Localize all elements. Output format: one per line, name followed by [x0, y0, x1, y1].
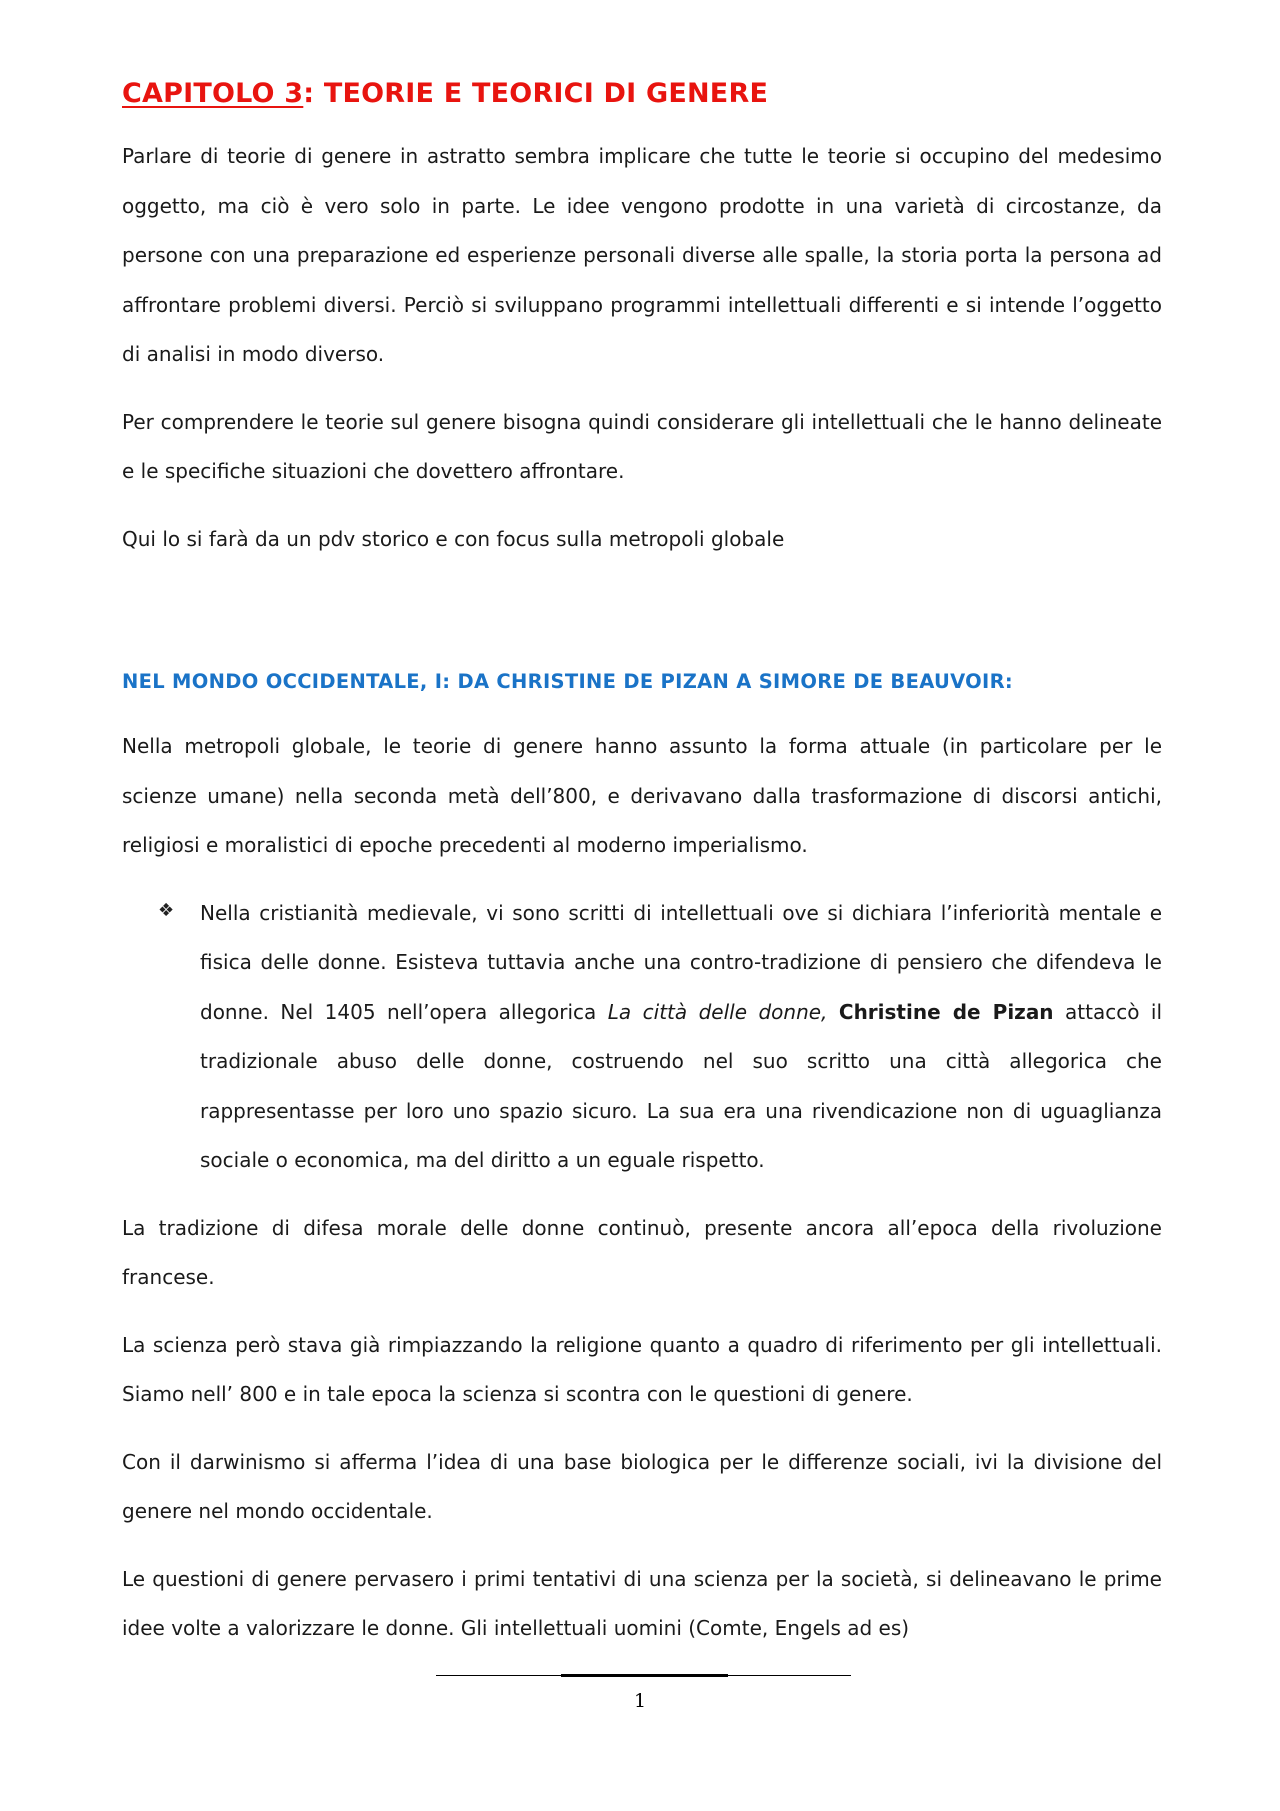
chapter-title: [122, 74, 1162, 114]
section-paragraph-2: La tradizione di difesa morale delle donne continuò, presente ancora all’epoca della rivoluzione francese.: [122, 1215, 1162, 1289]
section-paragraph-1: Nella metropoli globale, le teorie di genere hanno assunto la forma attuale (in particolare per le scienze umane) nella seconda metà dell’800, e derivavano dalla trasformazione di discorsi antichi, religiosi e moralistici di epoche precedenti al moderno imperialismo.: [122, 734, 1162, 857]
page-number: 1: [633, 1690, 647, 1712]
diamond-bullet-icon: ❖: [158, 899, 175, 921]
footer-divider-accent: [561, 1674, 728, 1677]
section-spacer: [122, 582, 1162, 660]
intro-paragraph-2: Per comprendere le teorie sul genere bisogna quindi considerare gli intellettuali che le hanno delineate e le specifiche situazioni che dovettero affrontare.: [122, 409, 1162, 483]
section-heading: NEL MONDO OCCIDENTALE, I: DA CHRISTINE DE PIZAN A SIMORE DE BEAUVOIR:: [122, 670, 1014, 693]
chapter-number: CAPITOLO 3: [122, 78, 304, 109]
bullet-text-space: [827, 1000, 838, 1024]
bullet-text-part-2: attaccò il tradizionale abuso delle donne, costruendo nel suo scritto una città allegorica che rappresentasse per loro uno spazio sicuro. La sua era una rivendicazione non di uguaglianza sociale o economica, ma del diritto a un eguale rispetto.: [200, 999, 1163, 1172]
section-paragraph-4: Con il darwinismo si afferma l’idea di una base biologica per le differenze sociali, ivi la divisione del genere nel mondo occidentale.: [122, 1449, 1162, 1523]
section-paragraph-5: Le questioni di genere pervasero i primi tentativi di una scienza per la società, si delineavano le prime idee volte a valorizzare le donne. Gli intellettuali uomini (Comte, Engels ad es): [122, 1566, 1162, 1640]
chapter-title-text: : TEORIE E TEORICI DI GENERE: [303, 78, 769, 109]
bullet-text-part-1: Nella cristianità medievale, vi sono scritti di intellettuali ove si dichiara l’inferiorità mentale e fisica delle donne. Esisteva tuttavia anche una contro-tradizione di pensiero che difendeva le donne. Nel 1405 nell’opera allegorica: [200, 900, 1162, 1024]
section-paragraph-3: La scienza però stava già rimpiazzando la religione quanto a quadro di riferimento per gli intellettuali. Siamo nell’ 800 e in tale epoca la scienza si scontra con le questioni di genere.: [122, 1332, 1162, 1406]
intro-paragraph-3: Qui lo si farà da un pdv storico e con focus sulla metropoli globale: [122, 526, 785, 551]
book-title: La città delle donne,: [607, 999, 828, 1024]
intro-paragraph-1: Parlare di teorie di genere in astratto sembra implicare che tutte le teorie si occupino del medesimo oggetto, ma ciò è vero solo in parte. Le idee vengono prodotte in una varietà di circostanze, da persone con una preparazione ed esperienze personali diverse alle spalle, la storia porta la persona ad affrontare problemi diversi. Perciò si sviluppano programmi intellettuali differenti e si intende l’oggetto di analisi in modo diverso.: [122, 144, 1162, 366]
bullet-text: [200, 889, 1162, 1186]
author-name: Christine de Pizan: [838, 999, 1054, 1024]
bullet-item: [122, 889, 1162, 1186]
page-content: [122, 74, 1162, 1672]
